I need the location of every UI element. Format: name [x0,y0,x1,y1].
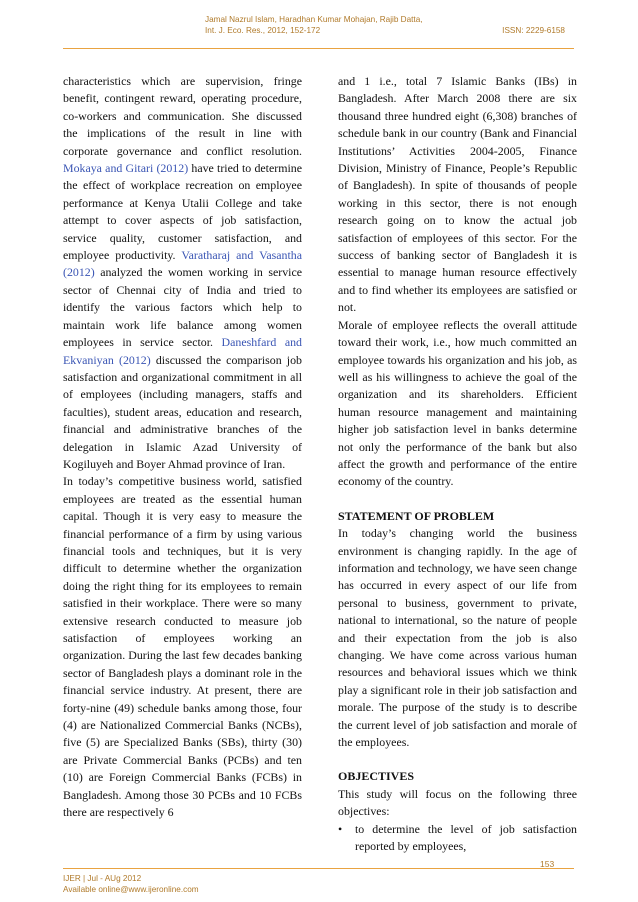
header-issn: ISSN: 2229-6158 [502,26,565,35]
header-journal: Int. J. Eco. Res., 2012, 152-172 [205,26,321,35]
right-paragraph-3: In today’s changing world the business environment is changing rapidly. In the age of information and technology, we have seen change has occurred in every aspect of our life from personal to business, government to private, national to international, so the nature of people and their expectation from the job is also changing. We have come across various human resources and behavioral issues which we think play a significant role in their job satisfaction and morale. The purpose of the study is to describe the current level of job satisfaction and morale of the employees. [338,526,577,750]
left-p1-text-d: discussed the comparison job satisfaction and organizational commitment in all of employees (including managers, staffs and faculties), student areas, education and research, financial and administrative branches of the delegation in Islamic Azad University of Kogiluyeh and Boyer Ahmad province of Iran. [63,352,302,471]
header-authors: Jamal Nazrul Islam, Haradhan Kumar Mohajan, Rajib Datta, [205,15,423,24]
left-p1-text-a: characteristics which are supervision, fringe benefit, contingent reward, operating procedure, co-workers and communication. She discussed the implications of the result in line with corporate governance and conflict resolution. [63,74,302,158]
right-paragraph-1: and 1 i.e., total 7 Islamic Banks (IBs) in Bangladesh. After March 2008 there are six thousand three hundred eight (6,308) branches of schedule bank in our country (Bank and Financial Institutions’ Activities 2004-2005, Finance Division, Ministry of Finance, People’s Republic of Bangladesh). In spite of thousands of people working in this sector, there is not enough research going on to know the actual job satisfaction of employees of this sector. For the success of banking sector of Bangladesh it is essential to manage human resource effectively and to find whether its employees are satisfied or not. [338,74,577,315]
objectives-list [338,821,577,856]
footer-rule [63,868,574,869]
right-paragraph-4: This study will focus on the following three objectives: [338,786,577,819]
heading-objectives: OBJECTIVES [338,769,415,784]
left-paragraph-1 [63,73,302,473]
footer-website: Available online@www.ijeronline.com [63,885,199,894]
citation-varatharaj[interactable]: Varatharaj and Vasantha (2012) [63,248,303,280]
objective-1-text: to determine the level of job satisfaction reported by employees, [355,821,577,854]
right-paragraph-2: Morale of employee reflects the overall attitude toward their work, i.e., how much committed an employee towards his organization and his job, as well as his willingness to achieve the goal of the organization and its shareholders. Efficient human resource management and maintaining higher job satisfaction level in banks determine not only the performance of the bank but also affect the growth and performance of the entire economy of the country. [338,317,577,489]
left-column [63,73,302,821]
footer [63,873,199,895]
citation-daneshfard[interactable]: Daneshfard and Ekvaniyan (2012) [63,335,302,367]
heading-statement-of-problem: STATEMENT OF PROBLEM [338,508,495,523]
header-rule [63,48,574,49]
footer-journal-issue: IJER | Jul - AUg 2012 [63,874,142,883]
left-p1-text-c: analyzed the women working in service sector of Chennai city of India and tried to identify the various factors which help to maintain work life balance among women employees in service sector. [63,265,302,350]
bullet-icon: • [338,821,343,836]
page-number: 153 [540,859,555,869]
citation-mokaya[interactable]: Mokaya and Gitari (2012) [63,161,189,176]
list-item [338,821,577,856]
running-header [205,14,565,36]
left-paragraph-2: In today’s competitive business world, satisfied employees are treated as the essential human capital. Though it is very easy to measure the financial performance of a firm by using various financial tools and techniques, but it is very difficult to determine whether the organization doing the right thing for its employees to remain satisfied in their workplace. There were so many extensive research conducted to measure job satisfaction of employees working an organization. During the last few decades banking sector of Bangladesh plays a dominant role in the financial service industry. At present, there are forty-nine (49) schedule banks among those, four (4) are Nationalized Commercial Banks (NCBs), five (5) are Specialized Banks (SBs), thirty (30) are Private Commercial Banks (PCBs) and ten (10) are Foreign Commercial Banks (FCBs) in Bangladesh. Among those 30 PCBs and 10 FCBs there are respectively 6 [63,474,302,820]
right-column [338,73,577,855]
left-p1-text-b: have tried to determine the effect of workplace recreation on employee performance at Kenya Utalii College and take attempt to cover aspects of job satisfaction, service quality, customer satisfaction, and employee productivity. [63,161,302,263]
